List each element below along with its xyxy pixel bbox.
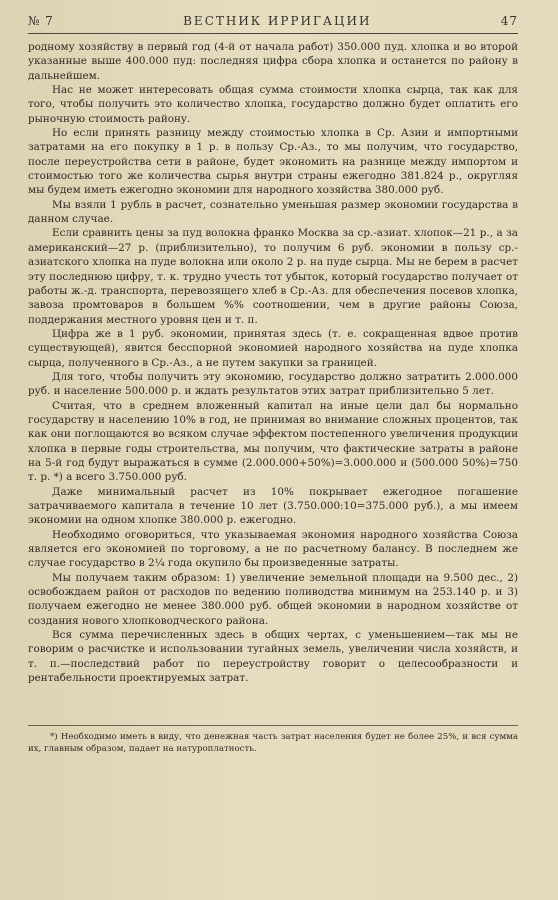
paragraph: Считая, что в среднем вложенный капитал на иные цели дал бы нормально государству и населению 10% в год, не принимая во внимание сложных процентов, так как они поглощаются во всяком случае эффектом постепенного увеличения продукции хлопка в первые годы строительства, мы получим, что фактические затраты в районе на 5-й год будут выражаться в сумме (2.000.000+50%)=3.000.000 и (500.000 50%)=750 т. р. *) а всего 3.750.000 руб. [28,399,518,484]
header-rule [28,33,518,34]
paragraph: Но если принять разницу между стоимостью хлопка в Ср. Азии и импортными затратами на его покупку в 1 р. в пользу Ср.-Аз., то мы получим, что государство, после переустройства сети в районе, будет экономить на разнице между импортом и стоимостью того же количества сырья внутри страны ежегодно 381.824 р., округляя мы будем иметь ежегодно экономии для народного хозяйства 380.000 руб. [28,127,518,197]
paragraph: Мы взяли 1 рубль в расчет, сознательно уменьшая размер экономии государства в данном случае. [28,198,518,226]
paragraph: Даже минимальный расчет из 10% покрывает ежегодное погашение затрачиваемого капитала в течение 10 лет (3.750.000:10=375.000 руб.), а мы имеем экономии на одном хлопке 380.000 р. ежегодно. [28,485,518,527]
footnote-rule [28,725,518,726]
running-header [28,14,518,28]
paragraph: Вся сумма перечисленных здесь в общих чертах, с уменьшением—так мы не говорим о расчистке и использовании тугайных земель, увеличении числа хозяйств, и т. п.—последствий работ по переустройству говорит о целесообразности и рентабельности проектируемых затрат. [28,629,518,685]
footnote: *) Необходимо иметь в виду, что денежная часть затрат населения будет не более 25%, и вся сумма их, главным образом, падает на натуроплатность. [28,732,518,755]
paragraph: Цифра же в 1 руб. экономии, принятая здесь (т. е. сокращенная вдвое против существующей), явится бесспорной экономией народного хозяйства на пуде хлопка сырца, полученного в Ср.-Аз., а не путем закупки за границей. [28,327,518,369]
paragraph: Для того, чтобы получить эту экономию, государство должно затратить 2.000.000 руб. и население 500.000 р. и ждать результатов этих затрат приблизительно 5 лет. [28,370,518,398]
paragraph: Мы получаем таким образом: 1) увеличение земельной площади на 9.500 дес., 2) освобождаем район от расходов по ведению поливодства минимум на 253.140 р. и 3) получаем ежегодно не менее 380.000 руб. общей экономии в народном хозяйстве от создания нового хлопководческого района. [28,571,518,627]
paragraph: Необходимо оговориться, что указываемая экономия народного хозяйства Союза является его экономией по торговому, а не по расчетному балансу. В последнем же случае государство в 2¼ года окупило бы произведенные затраты. [28,528,518,570]
paragraph: Если сравнить цены за пуд волокна франко Москва за ср.-азиат. хлопок—21 р., а за американский—27 р. (приблизительно), то получим 6 руб. экономии в пользу ср.-азиатского хлопка на пуде волокна или около 2 р. на пуде сырца. Мы не берем в расчет эту последнюю цифру, т. к. трудно учесть тот убыток, который государство получает от работы ж.-д. транспорта, перевозящего хлеб в Ср.-Аз. для обеспечения посевов хлопка, завоза промтоваров в большем %% соотношении, чем в другие районы Союза, поддержания местного уровня цен и т. п. [28,227,518,326]
paragraph: Нас не может интересовать общая сумма стоимости хлопка сырца, так как для того, чтобы получить это количество хлопка, государство должно будет оплатить его рыночную стоимость району. [28,84,518,125]
paragraph: родному хозяйству в первый год (4-й от начала работ) 350.000 пуд. хлопка и во второй указанные выше 400.000 пуд: последняя цифра сбора хлопка и останется по району в дальнейшем. [28,41,518,82]
journal-title: ВЕСТНИК ИРРИГАЦИИ [183,14,372,28]
page-number: 47 [500,14,518,28]
issue-number: № 7 [28,14,54,28]
article-body [28,40,518,685]
